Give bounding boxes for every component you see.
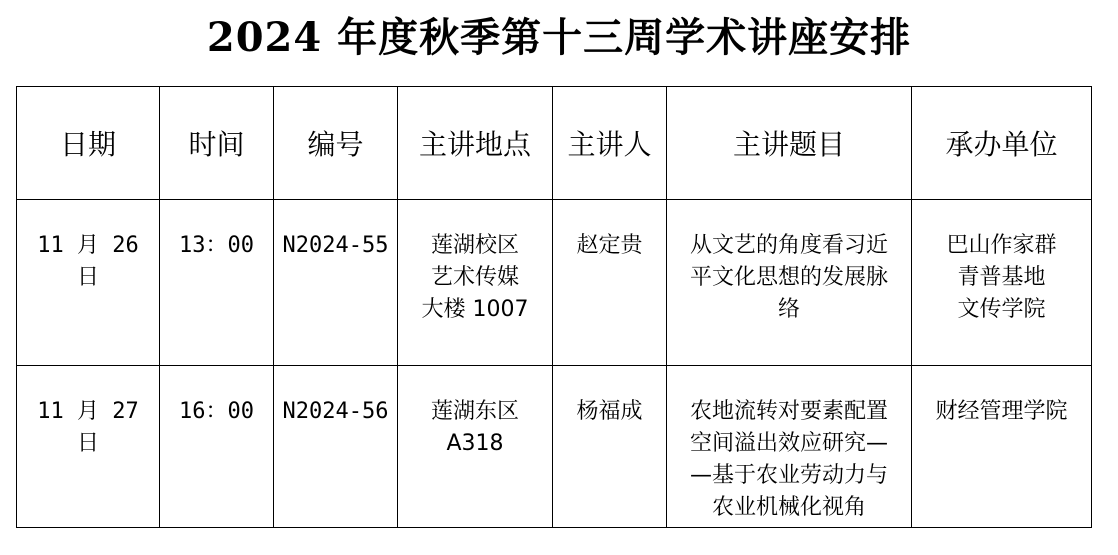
cell-line: 平文化思想的发展脉 <box>689 265 888 290</box>
header-date: 日期 <box>17 87 160 200</box>
cell-line: 艺术传媒 <box>430 265 519 290</box>
lecture-schedule-table <box>16 86 1092 528</box>
cell-line: 文传学院 <box>957 297 1046 322</box>
cell-code: N2024-55 <box>274 200 398 366</box>
cell-location <box>398 200 553 366</box>
header-time: 时间 <box>160 87 274 200</box>
table-row <box>17 366 1092 528</box>
cell-line: 大楼 1007 <box>421 297 529 322</box>
cell-line: 莲湖东区 <box>430 399 519 424</box>
cell-line: 巴山作家群 <box>946 233 1057 258</box>
cell-topic <box>667 200 912 366</box>
cell-code: N2024-56 <box>274 366 398 528</box>
cell-speaker: 赵定贵 <box>553 200 667 366</box>
cell-organizer <box>912 366 1092 528</box>
header-location: 主讲地点 <box>398 87 553 200</box>
cell-date: 11 月 27 日 <box>17 366 160 528</box>
cell-line: 财经管理学院 <box>935 399 1068 424</box>
header-organizer: 承办单位 <box>912 87 1092 200</box>
cell-line: 莲湖校区 <box>430 233 519 258</box>
header-topic: 主讲题目 <box>667 87 912 200</box>
cell-line: 农业机械化视角 <box>711 495 866 520</box>
cell-time: 16：00 <box>160 366 274 528</box>
cell-topic <box>667 366 912 528</box>
header-speaker: 主讲人 <box>553 87 667 200</box>
cell-location <box>398 366 553 528</box>
cell-line: 空间溢出效应研究— <box>689 431 888 456</box>
cell-date: 11 月 26 日 <box>17 200 160 366</box>
header-code: 编号 <box>274 87 398 200</box>
cell-time: 13：00 <box>160 200 274 366</box>
cell-line: 络 <box>777 297 800 322</box>
cell-line: —基于农业劳动力与 <box>689 463 888 488</box>
table-header-row <box>17 87 1092 200</box>
cell-speaker: 杨福成 <box>553 366 667 528</box>
table-row <box>17 200 1092 366</box>
cell-line: A318 <box>446 431 504 456</box>
cell-line: 农地流转对要素配置 <box>689 399 888 424</box>
cell-line: 从文艺的角度看习近 <box>689 233 888 258</box>
cell-line: 青普基地 <box>957 265 1046 290</box>
cell-organizer <box>912 200 1092 366</box>
page-title: 2024 年度秋季第十三周学术讲座安排 <box>206 14 912 61</box>
